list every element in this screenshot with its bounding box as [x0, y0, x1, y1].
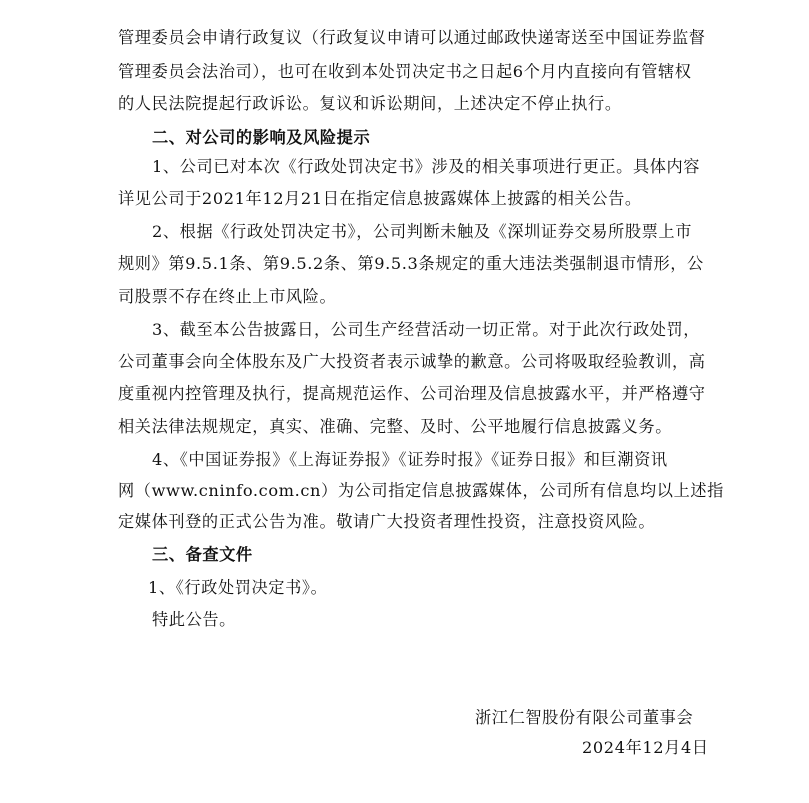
s2-item4-line-2: 网（www.cninfo.com.cn）为公司指定信息披露媒体，公司所有信息均以上述指 — [118, 481, 724, 500]
s2-item3-line-4: 相关法律法规规定，真实、准确、完整、及时、公平地履行信息披露义务。 — [118, 417, 672, 436]
date: 2024年12月4日 — [582, 738, 709, 757]
s3-item1: 1、《行政处罚决定书》。 — [148, 578, 328, 597]
s2-item3-line-3: 度重视内控管理及执行，提高规范运作、公司治理及信息披露水平，并严格遵守 — [118, 384, 706, 403]
intro-line-2: 管理委员会法治司），也可在收到本处罚决定书之日起6个月内直接向有管辖权 — [118, 62, 692, 81]
s2-item2-line-2: 规则》第9.5.1条、第9.5.2条、第9.5.3条规定的重大违法类强制退市情形，公 — [118, 254, 704, 273]
s2-item2-line-3: 司股票不存在终止上市风险。 — [118, 287, 337, 306]
s2-item4-line-1: 4、《中国证券报》《上海证券报》《证券时报》《证券日报》和巨潮资讯 — [152, 450, 668, 469]
signature: 浙江仁智股份有限公司董事会 — [475, 708, 694, 727]
closing-text: 特此公告。 — [152, 610, 236, 629]
s2-item2-line-1: 2、根据《行政处罚决定书》，公司判断未触及《深圳证券交易所股票上市 — [152, 222, 692, 241]
s2-item1-line-1: 1、公司已对本次《行政处罚决定书》涉及的相关事项进行更正。具体内容 — [152, 157, 701, 176]
s2-item1-line-2: 详见公司于2021年12月21日在指定信息披露媒体上披露的相关公告。 — [118, 189, 642, 208]
s2-item3-line-2: 公司董事会向全体股东及广大投资者表示诚挚的歉意。公司将吸取经验教训，高 — [118, 352, 706, 371]
s2-item3-line-1: 3、截至本公告披露日，公司生产经营活动一切正常。对于此次行政处罚， — [152, 320, 701, 339]
section2-heading: 二、对公司的影响及风险提示 — [152, 128, 371, 147]
s2-item4-line-3: 定媒体刊登的正式公告为准。敬请广大投资者理性投资，注意投资风险。 — [118, 512, 656, 531]
intro-line-1: 管理委员会申请行政复议（行政复议申请可以通过邮政快递寄送至中国证券监督 — [118, 28, 706, 47]
section3-heading: 三、备查文件 — [152, 545, 253, 564]
intro-line-3: 的人民法院提起行政诉讼。复议和诉讼期间，上述决定不停止执行。 — [118, 94, 622, 113]
